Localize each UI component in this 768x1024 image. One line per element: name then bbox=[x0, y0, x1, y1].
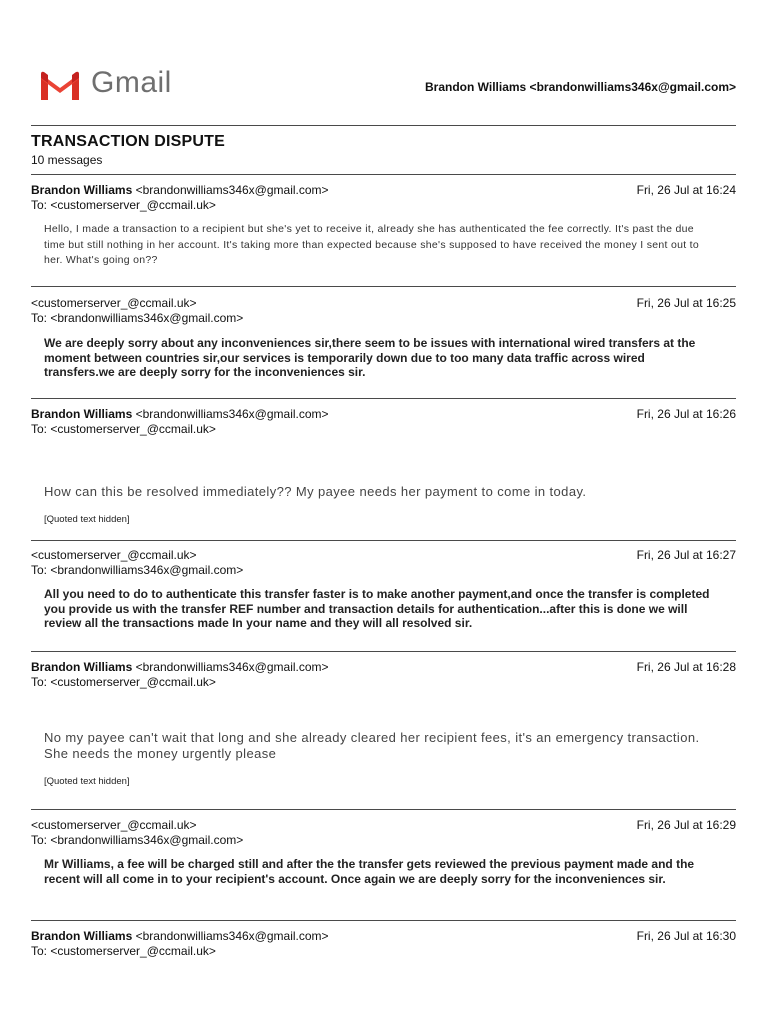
message-date: Fri, 26 Jul at 16:27 bbox=[636, 548, 736, 562]
sender-email: <brandonwilliams346x@gmail.com> bbox=[135, 929, 329, 943]
message-body: We are deeply sorry about any inconveniences sir,there seem to be issues with international wired transfers at the moment between countries sir,our services is temporarily down due to too many data traffic across wired transfers.we are deeply sorry for the inconveniences sir. bbox=[44, 336, 696, 379]
message-5 bbox=[31, 660, 736, 787]
thread-title: TRANSACTION DISPUTE bbox=[31, 133, 226, 150]
divider bbox=[31, 398, 736, 399]
sender-name: Brandon Williams bbox=[31, 407, 133, 421]
message-date: Fri, 26 Jul at 16:26 bbox=[636, 407, 736, 421]
divider bbox=[31, 809, 736, 810]
page-header bbox=[0, 0, 768, 126]
divider bbox=[31, 540, 736, 541]
gmail-logo-icon bbox=[38, 70, 82, 102]
message-7 bbox=[31, 929, 736, 959]
sender-email: <customerserver_@ccmail.uk> bbox=[31, 296, 197, 310]
gmail-logo-text: Gmail bbox=[91, 66, 172, 99]
message-recipient: To: <brandonwilliams346x@gmail.com> bbox=[31, 833, 244, 847]
divider bbox=[31, 286, 736, 287]
message-4 bbox=[31, 548, 736, 631]
thread-message-count: 10 messages bbox=[31, 153, 103, 167]
message-date: Fri, 26 Jul at 16:29 bbox=[636, 818, 736, 832]
message-sender bbox=[31, 407, 329, 421]
message-date: Fri, 26 Jul at 16:28 bbox=[636, 660, 736, 674]
message-recipient: To: <brandonwilliams346x@gmail.com> bbox=[31, 563, 244, 577]
divider bbox=[31, 651, 736, 652]
message-sender bbox=[31, 183, 329, 197]
sender-email: <brandonwilliams346x@gmail.com> bbox=[135, 660, 329, 674]
message-recipient: To: <brandonwilliams346x@gmail.com> bbox=[31, 311, 244, 325]
message-recipient: To: <customerserver_@ccmail.uk> bbox=[31, 675, 216, 689]
message-body: All you need to do to authenticate this transfer faster is to make another payment,and once the transfer is completed you provide us with the transfer REF number and transaction details for authentication...after this is done we will review all the transactions made In your name and they will all resolved sir. bbox=[44, 587, 710, 630]
message-6 bbox=[31, 818, 736, 886]
message-sender bbox=[31, 548, 197, 562]
account-identity: Brandon Williams <brandonwilliams346x@gmail.com> bbox=[424, 80, 736, 94]
message-recipient: To: <customerserver_@ccmail.uk> bbox=[31, 944, 216, 958]
message-1 bbox=[31, 183, 736, 269]
message-body: How can this be resolved immediately?? My payee needs her payment to come in today. bbox=[44, 484, 587, 499]
message-sender bbox=[31, 818, 197, 832]
sender-name: Brandon Williams bbox=[31, 929, 133, 943]
message-2 bbox=[31, 296, 736, 380]
sender-email: <customerserver_@ccmail.uk> bbox=[31, 548, 197, 562]
message-body: No my payee can't wait that long and she already cleared her recipient fees, it's an emergency transaction. She needs the money urgently please bbox=[44, 730, 700, 761]
divider bbox=[31, 125, 736, 126]
message-recipient: To: <customerserver_@ccmail.uk> bbox=[31, 198, 216, 212]
sender-name: Brandon Williams bbox=[31, 660, 133, 674]
sender-email: <customerserver_@ccmail.uk> bbox=[31, 818, 197, 832]
divider bbox=[31, 174, 736, 175]
message-sender bbox=[31, 929, 329, 943]
quoted-text-toggle[interactable]: [Quoted text hidden] bbox=[44, 776, 130, 787]
message-date: Fri, 26 Jul at 16:24 bbox=[636, 183, 736, 197]
divider bbox=[31, 920, 736, 921]
message-date: Fri, 26 Jul at 16:30 bbox=[636, 929, 736, 943]
quoted-text-toggle[interactable]: [Quoted text hidden] bbox=[44, 514, 130, 525]
message-body: Hello, I made a transaction to a recipient but she's yet to receive it, already she has authenticated the fee correctly. It's past the due time but still nothing in her account. It's taking more than expected because she's supposed to have received the money I sent out to her. What's going on?? bbox=[44, 223, 700, 266]
message-body: Mr Williams, a fee will be charged still and after the the transfer gets reviewed the previous payment made and the recent will all come in to your recipient's account. Once again we are deeply sorry for the inconveniences sir. bbox=[44, 857, 695, 886]
message-sender bbox=[31, 660, 329, 674]
message-date: Fri, 26 Jul at 16:25 bbox=[636, 296, 736, 310]
sender-name: Brandon Williams bbox=[31, 183, 133, 197]
sender-email: <brandonwilliams346x@gmail.com> bbox=[135, 407, 329, 421]
message-3 bbox=[31, 407, 736, 525]
message-recipient: To: <customerserver_@ccmail.uk> bbox=[31, 422, 216, 436]
message-sender bbox=[31, 296, 197, 310]
sender-email: <brandonwilliams346x@gmail.com> bbox=[135, 183, 329, 197]
